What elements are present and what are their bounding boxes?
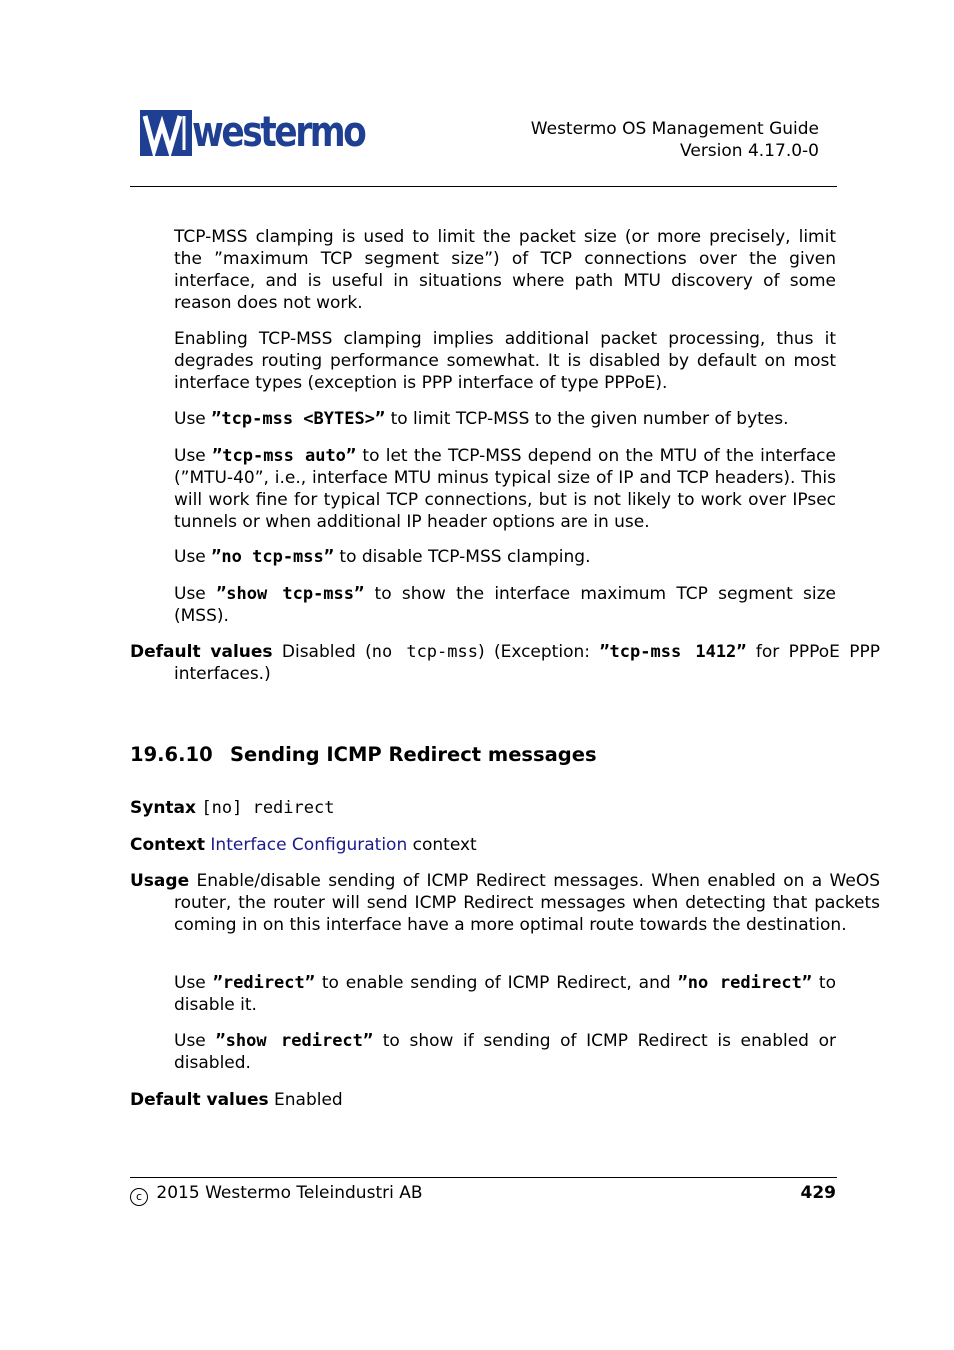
text: for PPPoE PPP interfaces.) <box>174 642 880 684</box>
text: Use <box>174 547 212 567</box>
logo-wordmark: westermo <box>192 107 365 156</box>
header-divider <box>130 186 837 187</box>
tcpmss-bytes-usage <box>174 408 836 430</box>
text: to disable it. <box>174 973 836 1015</box>
tcpmss-performance-note: Enabling TCP-MSS clamping implies additional packet processing, thus it degrades routing performance somewhat. It is disabled by default on most interface types (exception is PPP interface of type PPPoE). <box>174 329 836 393</box>
redirect-default-values <box>130 1089 836 1111</box>
page-number: 429 <box>800 1183 836 1203</box>
command: ”no tcp-mss” <box>211 547 334 567</box>
command: ”redirect” <box>212 973 315 993</box>
text: Use <box>174 446 213 466</box>
redirect-enable-usage <box>174 972 836 1016</box>
command: ”show redirect” <box>215 1031 374 1051</box>
document-header <box>531 118 819 162</box>
westermo-logo <box>140 107 365 158</box>
text: context <box>407 835 477 855</box>
text: Use <box>174 973 213 993</box>
interface-configuration-link[interactable]: Interface Configuration <box>210 835 408 855</box>
command: ”no redirect” <box>677 973 813 993</box>
westermo-logo-icon <box>140 110 192 156</box>
section-heading <box>130 743 597 767</box>
tcpmss-disable-usage <box>174 546 836 568</box>
redirect-context <box>130 834 836 856</box>
field-label: Default values <box>130 642 273 662</box>
section-number: 19.6.10 <box>130 743 213 766</box>
command: ”tcp-mss 1412” <box>599 642 747 662</box>
command: ”tcp-mss <BYTES>” <box>211 409 386 429</box>
copyright-icon: c <box>130 1188 148 1206</box>
footer-divider <box>130 1177 837 1178</box>
text: to show the interface maximum TCP segment size (MSS). <box>174 584 836 626</box>
field-label: Usage <box>130 871 190 891</box>
text: Use <box>174 1031 216 1051</box>
text: Use <box>174 584 217 604</box>
redirect-syntax <box>130 797 836 819</box>
command: ”show tcp-mss” <box>216 584 365 604</box>
section-title: Sending ICMP Redirect messages <box>230 743 597 766</box>
redirect-usage <box>130 870 880 936</box>
text: to limit TCP-MSS to the given number of bytes. <box>385 409 789 429</box>
text: to disable TCP-MSS clamping. <box>334 547 591 567</box>
tcpmss-show-usage <box>174 583 836 627</box>
field-label: Syntax <box>130 798 196 818</box>
tcpmss-description: TCP-MSS clamping is used to limit the packet size (or more precisely, limit the ”maximum TCP segment size”) of TCP connections over the given interface, and is useful in situations where path MTU discovery of some reason does not work. <box>174 227 836 313</box>
tcpmss-default-values <box>130 641 880 685</box>
field-label: Context <box>130 835 206 855</box>
field-label: Default values <box>130 1090 269 1110</box>
guide-version: Version 4.17.0-0 <box>680 141 819 161</box>
text: Disabled ( <box>272 642 372 662</box>
tcpmss-auto-usage <box>174 445 836 533</box>
copyright-text: 2015 Westermo Teleindustri AB <box>156 1183 423 1203</box>
text: Enabled <box>268 1090 343 1110</box>
guide-title: Westermo OS Management Guide <box>530 119 819 139</box>
command: no tcp-mss <box>371 642 478 662</box>
command: ”tcp-mss auto” <box>212 446 357 466</box>
footer-copyright <box>130 1182 423 1206</box>
syntax-value: [no] redirect <box>201 798 335 818</box>
text: to enable sending of ICMP Redirect, and <box>315 973 678 993</box>
redirect-show-usage <box>174 1030 836 1074</box>
text: Use <box>174 409 212 429</box>
text: Enable/disable sending of ICMP Redirect messages. When enabled on a WeOS router, the router will send ICMP Redirect messages when detecting that packets coming in on this interface have a more optimal route towards the destination. <box>174 871 880 935</box>
text: to let the TCP-MSS depend on the MTU of the interface (”MTU-40”, i.e., interface MTU minus typical size of IP and TCP headers). This will work fine for typical TCP connections, but is not likely to work over IPsec tunnels or when additional IP header options are in use. <box>174 446 836 532</box>
text: ) (Exception: <box>477 642 600 662</box>
text: to show if sending of ICMP Redirect is enabled or disabled. <box>174 1031 836 1073</box>
